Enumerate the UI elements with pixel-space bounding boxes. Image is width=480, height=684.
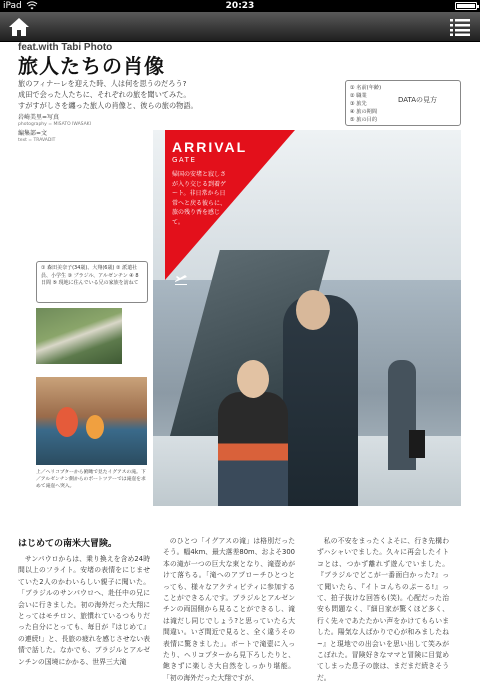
photo-credit [18, 114, 91, 128]
body-paragraph: サンパウロからは、乗り換えを含め24時間以上のフライト。安堵の表情をにじませていた2人のかわいらしい親子に聞いた。「ブラジルのサンパウロへ、赴任中の兄に会いに行きました。初の海外だった大翔にとってはモチロン、旅慣れているつもりだった自分にとっても、毎日が『はじめて』の連続!」と、長旅の疲れを感じさせない表情で話した。なかでも、ブラジルとアルゼンチンの国境にかかる、世界三大滝 [18, 555, 150, 666]
battery-icon [455, 2, 477, 10]
legend-title: DATAの見方 [398, 96, 438, 104]
airplane-icon [174, 274, 188, 286]
carrier-label: iPad [3, 1, 22, 11]
photo-credit-ja: 岩崎美里=写真 [18, 114, 60, 121]
reader-toolbar [0, 12, 480, 42]
clock: 20:23 [225, 1, 255, 11]
text-credit [18, 130, 55, 144]
lead-line: 成田で会った人たちに、それぞれの旅を聞いてみた。 [18, 90, 191, 99]
legend-item: ① 名前(年齢) [350, 85, 382, 91]
page-title: 旅人たちの肖像 [18, 54, 165, 78]
ribbon-text: 帰国の安堵と寂しさが入り交じる到着ゲート。非日常から日常へと戻る彼らに、旅の残り香を感じて。 [172, 171, 227, 226]
lead-text [18, 78, 208, 111]
body-column-3 [317, 536, 449, 684]
arrival-heading: ARRIVAL [172, 139, 248, 155]
suitcase [409, 430, 425, 458]
home-icon[interactable] [8, 17, 30, 37]
kicker: feat.with Tabi Photo [18, 42, 113, 53]
lead-line: すがすがしさを纏った旅人の肖像と、彼らの旅の物語。 [18, 101, 198, 110]
boy-figure [218, 392, 288, 506]
data-legend-box [345, 80, 461, 126]
section-heading: はじめての南米大冒険。 [18, 539, 118, 549]
boat-tour-photo [36, 377, 147, 465]
gate-label: GATE [172, 156, 197, 164]
status-bar [0, 0, 480, 12]
body-column-2 [163, 536, 295, 684]
profile-caption: ① 森田美奈子(34歳)、大翔(6歳) ② 派遣社員、小学生 ③ ブラジル、アルゼンチン ④ 8日間 ⑤ 現地に住んでいる兄の家族を訪ねて [36, 261, 148, 303]
legend-item: ⑤ 旅の目的 [350, 117, 378, 123]
list-icon[interactable] [450, 18, 470, 36]
text-credit-en: text = TRAVADIT [18, 138, 56, 143]
text-credit-ja: 編集部=文 [18, 130, 48, 137]
photo-credit-en: photography = MISATO IWASAKI [18, 122, 91, 127]
legend-item: ② 職業 [350, 93, 367, 99]
iguazu-falls-aerial-photo [36, 308, 122, 364]
legend-item: ③ 旅先 [350, 101, 367, 107]
body-paragraph: 私の不安をまったくよそに、行き先構わずハシャいでました。久々に再会したイトコとは、つかず離れず遊んでいました。『ブラジルでどこが一番面白かった?』って聞いたら、『イトコんちのぷーる!』って、拍子抜けな回答も(笑)。心配だった治安も問題なく、『細日家が驚くほど多く、行く先々であたたかい声をかけてもらいました。陽気な人ばかりで心が和みましたね~』と現地での出会いを思い出して笑みがこぼれた。冒険好きなママと冒険に目覚めてしまった息子の旅は、まだまだ続きそうだ。 [317, 537, 449, 682]
magazine-page[interactable] [0, 42, 480, 682]
lead-line: 旅のフィナーレを迎えた時、人は何を思うのだろう? [18, 79, 187, 88]
body-paragraph: のひとつ「イグアスの滝」は格別だったそう。幅4km、最大落差80m、およそ300本の滝が一つの巨大な束となり、滝壺めがけて落ちる。「滝へのアプローチひとつとっても、様々なアクティビティに参加することができるんです。ブラジルとアルゼンチンの両国側から見ることができるし、滝は滝だし同じでしょう?と思っていたら大間違い。いざ間近で見ると、全く違うその表情に驚きました」。ボートで滝壺に入ったり、ヘリコプターから見下ろしたりと、飽きずに楽しさ大自然をしっかり堪能。「初の海外だった大翔ですが、 [163, 537, 295, 682]
legend-item: ④ 旅の期間 [350, 109, 378, 115]
body-column-1 [18, 554, 150, 668]
photo-caption: 上／ヘリコプターから俯瞰で見たイグアスの滝。下／アルゼンチン側からのボートツアーでは滝壺を求めて滝壺へ突入。 [36, 470, 146, 489]
